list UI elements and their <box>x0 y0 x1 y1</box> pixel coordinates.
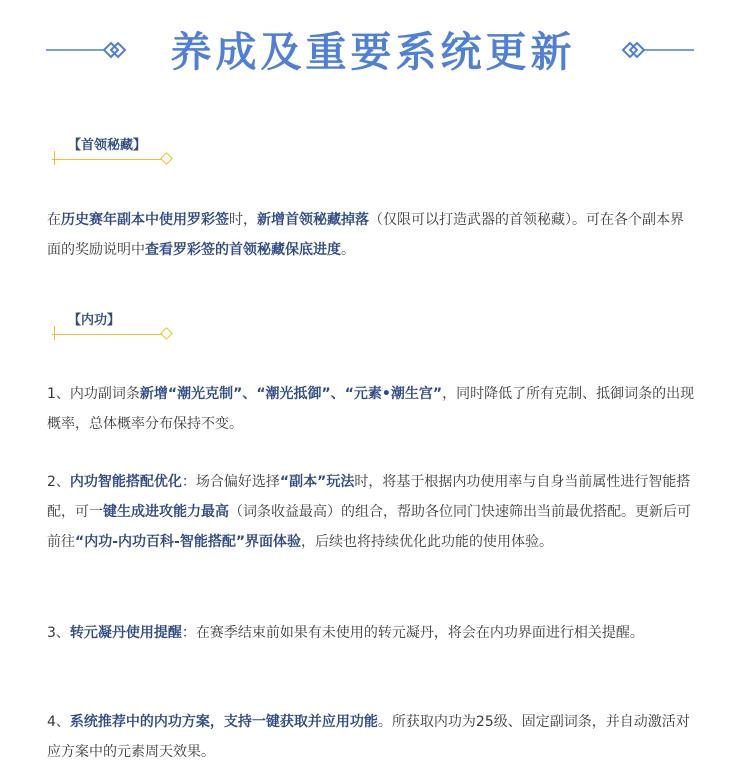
diamond-icon <box>160 327 173 340</box>
text: 4、 <box>47 714 70 730</box>
title-left-ornament-icon <box>46 35 134 65</box>
highlight-text: 历史赛年副本中使用罗彩签 <box>61 212 229 228</box>
highlight-text: 键生成进攻能力最高 <box>103 504 229 520</box>
highlight-text: 系统推荐中的内功方案，支持一键获取并应用功能 <box>69 714 378 730</box>
section-underline <box>52 334 170 335</box>
section-tick-decoration <box>54 326 55 340</box>
text: 3、 <box>47 625 70 641</box>
neigong-item-2 <box>47 467 697 557</box>
boss-treasure-paragraph <box>47 205 697 265</box>
text: 时， <box>229 212 257 228</box>
highlight-text: “副本”玩法 <box>279 474 355 490</box>
text: 1、内功副词条 <box>47 386 140 402</box>
section-header-boss-treasure <box>48 138 178 172</box>
text: ：场合偏好选择 <box>181 474 280 490</box>
text: ，同时降低了所有克制、抵御词条的出现概率，总体概率分布保持不变。 <box>47 386 695 432</box>
neigong-item-3 <box>47 618 697 648</box>
neigong-item-1 <box>47 379 697 439</box>
highlight-text: “内功-内功百科-智能搭配”界面体验 <box>75 534 302 550</box>
section-tick-decoration <box>54 151 55 165</box>
highlight-text: 转元凝丹使用提醒 <box>69 625 182 641</box>
text: 。 <box>341 242 355 258</box>
neigong-item-4 <box>47 707 697 767</box>
text: （词条收益最高）的组合，帮助各位同门快速筛出当前最优搭配。更新后可前往 <box>47 504 691 550</box>
highlight-text: 内功智能搭配优化 <box>69 474 182 490</box>
text: （仅限可以打造武器的首领秘藏）。可在各个副本界面的奖励说明中 <box>47 212 684 258</box>
title-right-ornament-icon <box>614 35 702 65</box>
section-underline <box>52 159 170 160</box>
text: ：在赛季结束前如果有未使用的转元凝丹，将会在内功界面进行相关提醒。 <box>181 625 644 641</box>
text: ，后续也将持续优化此功能的使用体验。 <box>301 534 554 550</box>
highlight-text: 新增“潮光克制”、“潮光抵御”、“元素•潮生宫” <box>139 386 443 402</box>
page-title: 养成及重要系统更新 <box>170 28 576 76</box>
highlight-text: 新增首领秘藏掉落 <box>257 212 369 228</box>
highlight-text: 查看罗彩签的首领秘藏保底进度 <box>145 242 341 258</box>
text: 在 <box>47 212 61 228</box>
section-label: 【内功】 <box>68 313 121 328</box>
text: 时，将基于根据内功使用率与自身当前属性进行智能搭配，可一 <box>47 474 691 520</box>
section-label: 【首领秘藏】 <box>68 138 147 153</box>
title-row <box>0 22 748 82</box>
text: 2、 <box>47 474 70 490</box>
diamond-icon <box>160 152 173 165</box>
section-header-neigong <box>48 313 178 347</box>
text: 。所获取内功为25级、固定副词条，并自动激活对应方案中的元素周天效果。 <box>47 714 690 760</box>
